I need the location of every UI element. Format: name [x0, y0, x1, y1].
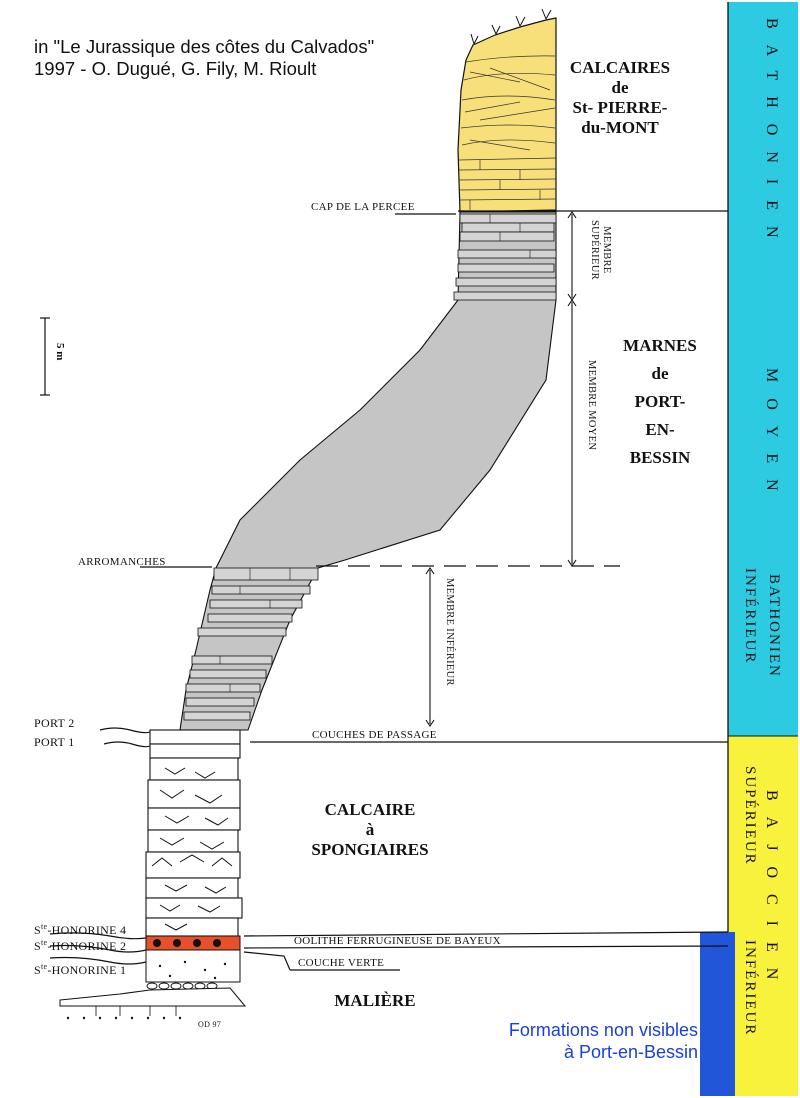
locality-arromanches: ARROMANCHES	[78, 556, 166, 568]
locality-ste-honorine-2: $S^{te}$-HONORINE 2	[34, 938, 127, 953]
formation-maliere: MALIÈRE	[334, 991, 416, 1010]
locality-ste-honorine-4: $S^{te}$-HONORINE 4	[34, 922, 127, 937]
stage-bathonien: BATHONIEN	[763, 18, 780, 254]
limestone-st-pierre	[458, 9, 556, 212]
not-visible-note: Formations non visibles à Port-en-Bessin	[508, 1020, 698, 1062]
formation-st-pierre-du-mont: CALCAIRES de St- PIERRE- du-MONT	[569, 58, 671, 137]
not-visible-bar	[700, 932, 735, 1096]
formation-calcaire-spongiaires: CALCAIRE à SPONGIAIRES	[311, 800, 429, 859]
locality-port-1: PORT 1	[34, 735, 75, 749]
formation-marnes-port-en-bessin: MARNES de PORT- EN- BESSIN	[623, 336, 697, 467]
locality-port-2: PORT 2	[34, 716, 75, 730]
bed-oolithe-ferrugineuse: OOLITHE FERRUGINEUSE DE BAYEUX	[294, 935, 501, 947]
bed-couche-verte: COUCHE VERTE	[298, 957, 385, 969]
locality-cap-de-la-percee: CAP DE LA PERCEE	[311, 201, 415, 213]
author-stamp: OD 97	[198, 1020, 222, 1029]
maliere-base	[60, 950, 245, 1019]
member-superieur: MEMBRE SUPÉRIEUR	[589, 220, 612, 280]
substage-inferieur-bajocien: INFÉRIEUR	[742, 940, 758, 1037]
credit-line-2: 1997 - O. Dugué, G. Fily, M. Rioult	[34, 58, 317, 79]
stage-bajocien: BAJOCIEN	[763, 790, 780, 996]
substage-bathonien-label: BATHONIEN	[766, 574, 782, 678]
scale-label: 5 m	[54, 343, 66, 361]
bed-couches-de-passage: COUCHES DE PASSAGE	[312, 729, 437, 741]
member-inferieur: MEMBRE INFÉRIEUR	[444, 578, 455, 686]
locality-ste-honorine-1: $S^{te}$-HONORINE 1	[34, 962, 127, 977]
scale-bar	[40, 318, 50, 395]
marl-port-en-bessin	[180, 212, 556, 730]
credit-line-1: in "Le Jurassique des côtes du Calvados"	[34, 36, 375, 57]
stage-moyen: MOYEN	[763, 368, 780, 507]
substage-superieur-bajocien: SUPÉRIEUR	[742, 766, 758, 866]
member-moyen: MEMBRE MOYEN	[586, 360, 597, 451]
substage-inferieur-bathonien: INFÉRIEUR	[742, 568, 758, 665]
